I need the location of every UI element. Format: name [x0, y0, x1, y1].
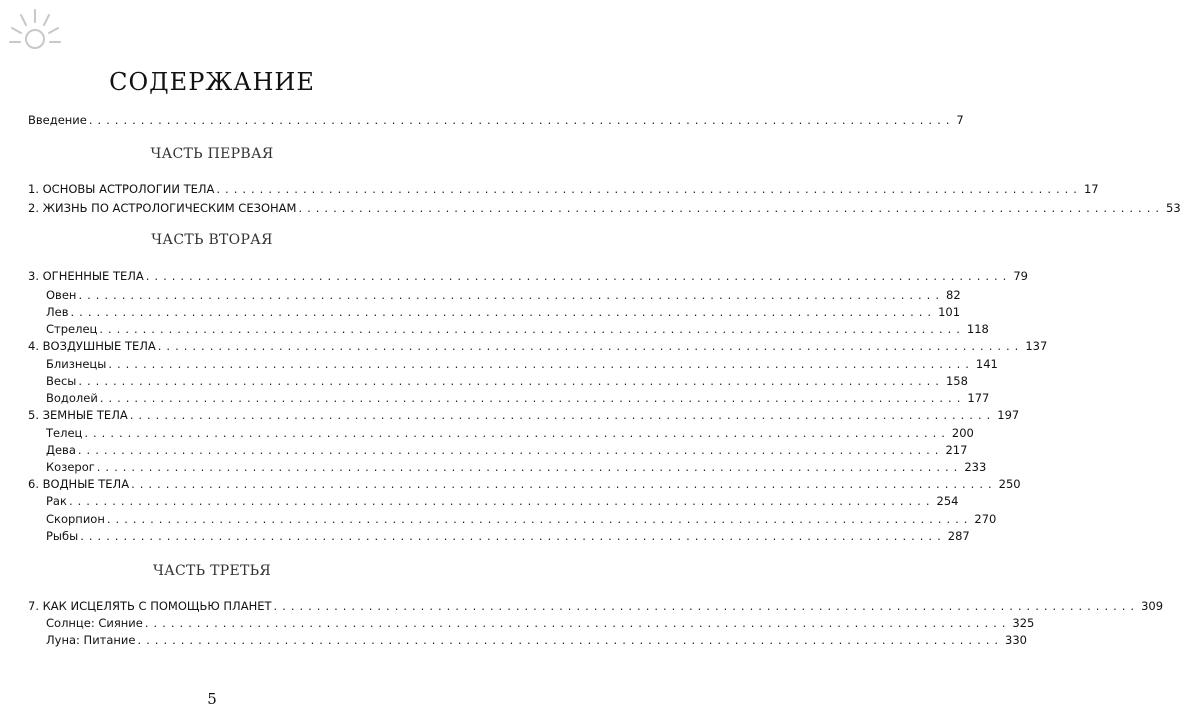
part-heading-3: ЧАСТЬ ТРЕТЬЯ [152, 563, 271, 579]
dot-leader: .................................................................................................... [106, 512, 973, 526]
toc-entry-chapter[interactable] [28, 182, 1099, 197]
dot-leader: .................................................................................................... [88, 113, 955, 127]
toc-entry-section[interactable] [46, 512, 997, 527]
dot-leader: .................................................................................................... [78, 288, 944, 302]
toc-entry-page: 17 [1083, 182, 1099, 196]
toc-entry-page: 250 [998, 477, 1021, 491]
toc-entry-section[interactable] [46, 616, 1035, 631]
dot-leader: .................................................................................................... [99, 391, 966, 405]
toc-entry-label: Дева [46, 443, 76, 457]
toc-entry-label: Близнецы [46, 357, 107, 371]
toc-entry-label: 7. КАК ИСЦЕЛЯТЬ С ПОМОЩЬЮ ПЛАНЕТ [28, 599, 272, 613]
dot-leader: .................................................................................................... [137, 633, 1004, 647]
toc-entry-label: 5. ЗЕМНЫЕ ТЕЛА [28, 408, 128, 422]
dot-leader: .................................................................................................... [144, 616, 1011, 630]
toc-entry-section[interactable] [46, 322, 989, 337]
dot-leader: .................................................................................................... [96, 460, 963, 474]
dot-leader: .................................................................................................... [99, 322, 965, 336]
part-heading-2: ЧАСТЬ ВТОРАЯ [151, 232, 273, 248]
toc-entry-label: 6. ВОДНЫЕ ТЕЛА [28, 477, 130, 491]
toc-entry-page: 270 [974, 512, 997, 526]
toc-entry-label: Весы [46, 374, 77, 388]
toc-entry-section[interactable] [46, 305, 961, 320]
toc-entry-label: Скорпион [46, 512, 105, 526]
toc-entry-label: Водолей [46, 391, 98, 405]
toc-entry-label: Солнце: Сияние [46, 616, 143, 630]
toc-entry-chapter[interactable] [28, 269, 1028, 284]
toc-entry-label: Введение [28, 113, 87, 127]
toc-entry-page: 287 [947, 529, 970, 543]
page-number: 5 [207, 690, 217, 708]
toc-entry-chapter[interactable] [28, 477, 1021, 492]
toc-entry-label: Овен [46, 288, 77, 302]
toc-entry-label: Рак [46, 494, 67, 508]
toc-entry-chapter[interactable] [28, 599, 1164, 614]
dot-leader: .................................................................................................... [129, 408, 996, 422]
toc-entry-label: Лев [46, 305, 69, 319]
toc-entry-chapter[interactable] [28, 408, 1020, 423]
toc-entry-page: 325 [1012, 616, 1035, 630]
toc-entry-page: 200 [951, 426, 974, 440]
dot-leader: .................................................................................................... [131, 477, 997, 491]
sun-icon [8, 6, 62, 50]
toc-entry-section[interactable] [46, 443, 968, 458]
toc-entry-section[interactable] [46, 529, 970, 544]
toc-entry-section[interactable] [46, 288, 961, 303]
dot-leader: .................................................................................................... [108, 357, 974, 371]
toc-entry-section[interactable] [46, 391, 990, 406]
dot-leader: .................................................................................................... [216, 182, 1082, 196]
dot-leader: .................................................................................................... [84, 426, 950, 440]
toc-entry-label: 3. ОГНЕННЫЕ ТЕЛА [28, 269, 144, 283]
toc-entry-label: Рыбы [46, 529, 79, 543]
toc-entry-intro[interactable] [28, 113, 964, 128]
toc-entry-section[interactable] [46, 374, 968, 389]
toc-entry-page: 233 [964, 460, 987, 474]
toc-entry-chapter[interactable] [28, 339, 1048, 354]
toc-entry-section[interactable] [46, 357, 998, 372]
dot-leader: .................................................................................................... [80, 529, 946, 543]
dot-leader: .................................................................................................... [68, 494, 935, 508]
dot-leader: .................................................................................................... [145, 269, 1012, 283]
dot-leader: .................................................................................................... [78, 374, 944, 388]
page-title: СОДЕРЖАНИЕ [109, 68, 315, 96]
dot-leader: .................................................................................................... [273, 599, 1140, 613]
toc-entry-chapter[interactable] [28, 201, 1181, 216]
part-heading-1: ЧАСТЬ ПЕРВАЯ [150, 146, 274, 162]
dot-leader: .................................................................................................... [77, 443, 944, 457]
toc-entry-page: 177 [967, 391, 990, 405]
toc-entry-page: 137 [1025, 339, 1048, 353]
toc-entry-label: Козерог [46, 460, 95, 474]
dot-leader: .................................................................................................... [157, 339, 1024, 353]
toc-entry-page: 7 [956, 113, 964, 127]
toc-entry-label: Луна: Питание [46, 633, 136, 647]
toc-entry-section[interactable] [46, 460, 987, 475]
toc-entry-label: 2. ЖИЗНЬ ПО АСТРОЛОГИЧЕСКИМ СЕЗОНАМ [28, 201, 297, 215]
toc-entry-page: 118 [966, 322, 989, 336]
dot-leader: .................................................................................................... [70, 305, 937, 319]
toc-entry-page: 309 [1141, 599, 1164, 613]
toc-entry-page: 82 [946, 288, 961, 302]
toc-entry-page: 217 [945, 443, 968, 457]
toc-entry-section[interactable] [46, 426, 974, 441]
toc-entry-section[interactable] [46, 494, 959, 509]
toc-entry-label: Телец [46, 426, 83, 440]
toc-entry-page: 254 [936, 494, 959, 508]
toc-entry-label: Стрелец [46, 322, 98, 336]
toc-entry-page: 197 [997, 408, 1020, 422]
toc-entry-page: 330 [1005, 633, 1027, 647]
dot-leader: .................................................................................................... [298, 201, 1165, 215]
toc-entry-page: 101 [938, 305, 961, 319]
toc-entry-page: 79 [1013, 269, 1028, 283]
toc-entry-page: 141 [975, 357, 998, 371]
toc-entry-section[interactable] [46, 633, 1027, 648]
toc-entry-label: 1. ОСНОВЫ АСТРОЛОГИИ ТЕЛА [28, 182, 215, 196]
toc-entry-label: 4. ВОЗДУШНЫЕ ТЕЛА [28, 339, 156, 353]
toc-entry-page: 158 [945, 374, 968, 388]
toc-entry-page: 53 [1166, 201, 1181, 215]
